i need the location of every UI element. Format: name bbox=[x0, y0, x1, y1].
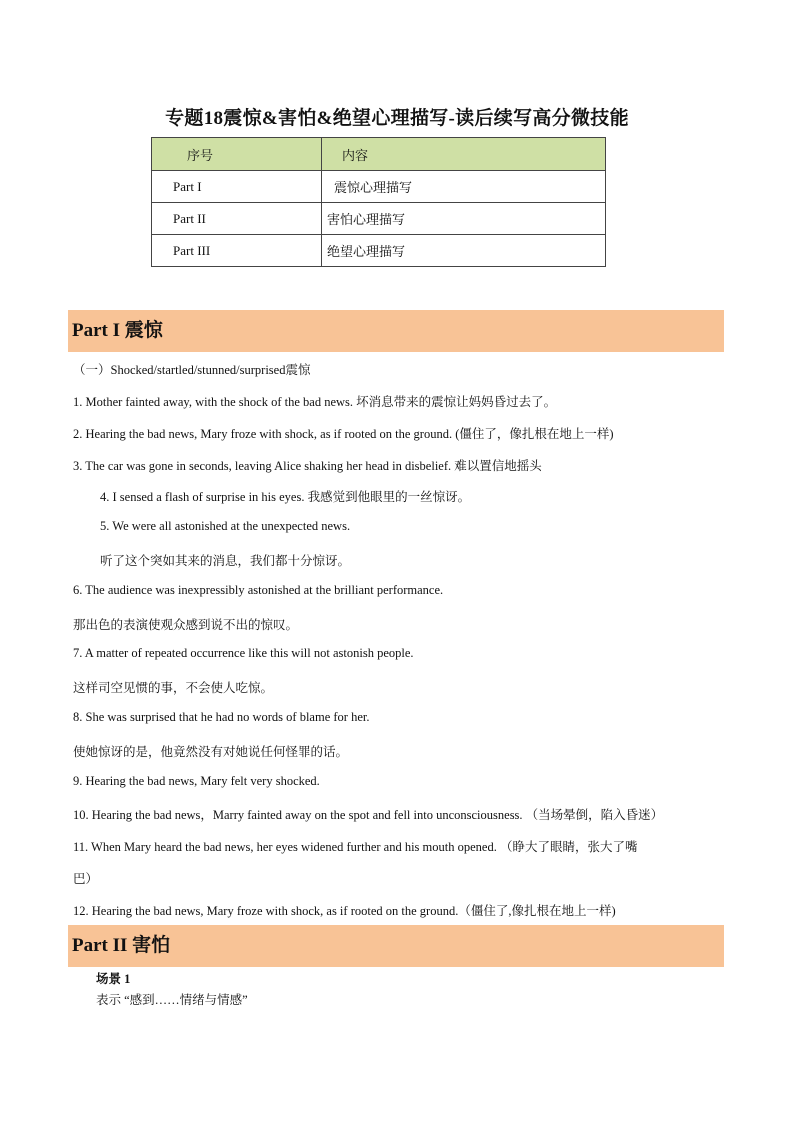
section-heading-part1: Part I 震惊 bbox=[68, 310, 724, 352]
example-line: 那出色的表演使观众感到说不出的惊叹。 bbox=[73, 618, 299, 632]
example-line: 6. The audience was inexpressibly astonished at the brilliant performance. bbox=[73, 583, 444, 597]
example-line: 10. Hearing the bad news，Marry fainted away on the spot and fell into unconsciousness. （当场晕倒，陷入昏迷） bbox=[73, 808, 664, 822]
example-line: 巴） bbox=[73, 872, 99, 886]
example-line: 1. Mother fainted away, with the shock of the bad news. 坏消息带来的震惊让妈妈昏过去了。 bbox=[73, 395, 557, 409]
row-part: Part I bbox=[152, 171, 322, 203]
example-line: 12. Hearing the bad news, Mary froze with shock, as if rooted on the ground.（僵住了,像扎根在地上一样) bbox=[73, 904, 616, 918]
page-title: 专题18震惊&害怕&绝望心理描写-读后续写高分微技能 bbox=[165, 108, 629, 129]
row-content: 震惊心理描写 bbox=[322, 171, 606, 203]
row-part: Part II bbox=[152, 203, 322, 235]
table-row bbox=[152, 203, 606, 235]
row-part: Part III bbox=[152, 235, 322, 267]
section-heading-part2: Part II 害怕 bbox=[68, 925, 724, 967]
scene-label: 场景 1 bbox=[96, 972, 131, 986]
subheading: （一）Shocked/startled/stunned/surprised震惊 bbox=[73, 363, 311, 377]
header-content: 内容 bbox=[322, 138, 606, 171]
row-content: 害怕心理描写 bbox=[322, 203, 606, 235]
example-line: 4. I sensed a flash of surprise in his eyes. 我感觉到他眼里的一丝惊讶。 bbox=[100, 490, 471, 504]
scene-description: 表示 “感到……情绪与情感” bbox=[96, 993, 248, 1007]
example-line: 2. Hearing the bad news, Mary froze with shock, as if rooted on the ground. (僵住了，像扎根在地上一样) bbox=[73, 427, 614, 441]
example-line: 5. We were all astonished at the unexpected news. bbox=[100, 519, 351, 533]
example-line: 11. When Mary heard the bad news, her eyes widened further and his mouth opened. （睁大了眼睛，张大了嘴 bbox=[73, 840, 638, 854]
contents-table bbox=[151, 137, 606, 267]
example-line: 9. Hearing the bad news, Mary felt very shocked. bbox=[73, 774, 320, 788]
example-line: 这样司空见惯的事，不会使人吃惊。 bbox=[73, 681, 274, 695]
example-line: 3. The car was gone in seconds, leaving Alice shaking her head in disbelief. 难以置信地摇头 bbox=[73, 459, 542, 473]
example-line: 听了这个突如其来的消息，我们都十分惊讶。 bbox=[100, 554, 351, 568]
example-line: 7. A matter of repeated occurrence like this will not astonish people. bbox=[73, 646, 414, 660]
example-line: 8. She was surprised that he had no words of blame for her. bbox=[73, 710, 370, 724]
example-line: 使她惊讶的是，他竟然没有对她说任何怪罪的话。 bbox=[73, 745, 349, 759]
table-header-row bbox=[152, 138, 606, 171]
row-content: 绝望心理描写 bbox=[322, 235, 606, 267]
header-index: 序号 bbox=[152, 138, 322, 171]
table-row bbox=[152, 171, 606, 203]
table-row bbox=[152, 235, 606, 267]
